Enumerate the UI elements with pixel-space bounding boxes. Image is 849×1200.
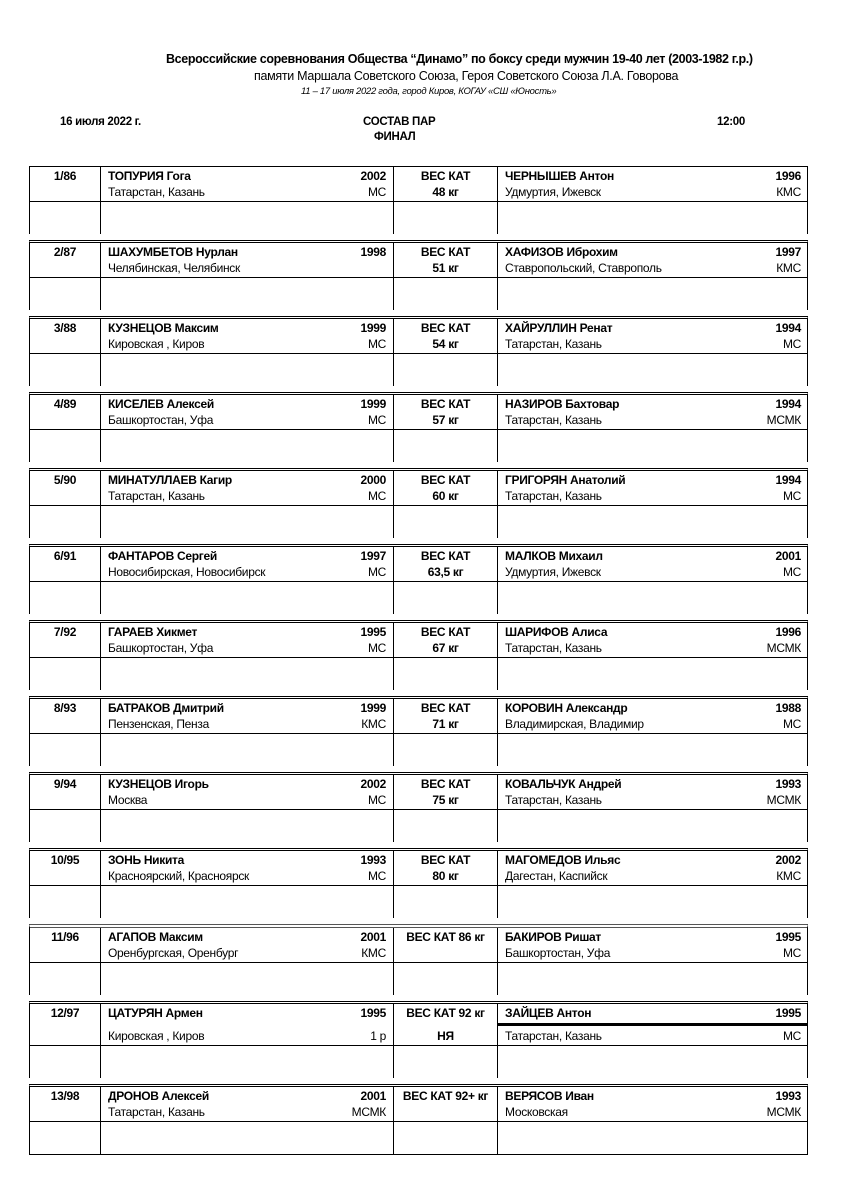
weight-category: ВЕС КАТ	[420, 701, 471, 715]
red-corner-cell	[101, 547, 394, 614]
red-boxer-region: Новосибирская, Новосибирск	[108, 565, 266, 579]
competition-subtitle: памяти Маршала Советского Союза, Героя Советского Союза Л.А. Говорова	[254, 69, 679, 83]
bout-number-cell	[30, 851, 101, 918]
red-boxer-region: Башкортостан, Уфа	[108, 641, 214, 655]
weight-cell	[394, 395, 498, 462]
blue-boxer-name: ШАРИФОВ Алиса	[505, 625, 608, 639]
red-boxer-name: ДРОНОВ Алексей	[108, 1089, 209, 1103]
weight-category: ВЕС КАТ	[420, 853, 471, 867]
red-boxer-name: ТОПУРИЯ Гога	[108, 169, 191, 183]
weight-cell	[394, 699, 498, 766]
red-corner-cell	[101, 243, 394, 310]
red-boxer-rank: 1 р	[370, 1029, 386, 1043]
weight-cell	[394, 851, 498, 918]
red-boxer-year: 1999	[360, 321, 386, 335]
weight-value: НЯ	[437, 1029, 454, 1043]
red-boxer-rank: КМС	[361, 717, 386, 731]
blue-boxer-year: 1996	[775, 625, 801, 639]
blue-corner-cell	[498, 1004, 808, 1078]
bout-number-cell	[30, 395, 101, 462]
blue-boxer-rank: МС	[782, 1029, 801, 1043]
blue-boxer-name: КОРОВИН Александр	[505, 701, 628, 715]
name-underline	[498, 1023, 808, 1026]
red-boxer-rank: МС	[367, 337, 386, 351]
red-boxer-year: 1998	[360, 245, 386, 259]
bout-number: 5/90	[53, 473, 77, 487]
weight-category: ВЕС КАТ	[420, 625, 471, 639]
bout-number: 7/92	[53, 625, 77, 639]
bout-number-cell	[30, 167, 101, 234]
weight-value: 54 кг	[432, 337, 459, 351]
weight-value: 80 кг	[432, 869, 459, 883]
blue-corner-cell	[498, 775, 808, 842]
bout-row	[29, 924, 808, 995]
weight-cell	[394, 547, 498, 614]
red-boxer-name: ЦАТУРЯН Армен	[108, 1006, 203, 1020]
bout-number: 4/89	[53, 397, 77, 411]
bout-number: 13/98	[50, 1089, 80, 1103]
red-corner-cell	[101, 699, 394, 766]
bout-row	[29, 392, 808, 462]
bout-number: 12/97	[50, 1006, 80, 1020]
blue-boxer-year: 1988	[775, 701, 801, 715]
red-boxer-year: 1999	[360, 397, 386, 411]
red-boxer-year: 1999	[360, 701, 386, 715]
red-boxer-region: Татарстан, Казань	[108, 1105, 205, 1119]
weight-cell	[394, 775, 498, 842]
red-boxer-name: КИСЕЛЕВ Алексей	[108, 397, 214, 411]
weight-category: ВЕС КАТ	[420, 245, 471, 259]
blue-boxer-region: Татарстан, Казань	[505, 641, 602, 655]
bout-date: 16 июля 2022 г.	[60, 116, 141, 128]
bout-number: 9/94	[53, 777, 77, 791]
red-boxer-year: 2001	[360, 1089, 386, 1103]
bout-row	[29, 468, 808, 538]
bouts-table	[29, 166, 808, 1155]
red-boxer-rank: МС	[367, 641, 386, 655]
blue-boxer-region: Башкортостан, Уфа	[505, 946, 611, 960]
blue-boxer-name: ХАЙРУЛЛИН Ренат	[505, 321, 613, 335]
weight-value: 48 кг	[432, 185, 459, 199]
bout-number-cell	[30, 243, 101, 310]
blue-corner-cell	[498, 1087, 808, 1154]
blue-boxer-year: 1995	[775, 930, 801, 944]
blue-boxer-region: Татарстан, Казань	[505, 489, 602, 503]
bout-time: 12:00	[717, 116, 745, 128]
weight-value: 60 кг	[432, 489, 459, 503]
weight-category: ВЕС КАТ	[420, 777, 471, 791]
blue-boxer-rank: МСМК	[766, 793, 801, 807]
blue-boxer-rank: МС	[782, 337, 801, 351]
blue-boxer-region: Татарстан, Казань	[505, 413, 602, 427]
weight-category: ВЕС КАТ	[420, 169, 471, 183]
blue-boxer-year: 1996	[775, 169, 801, 183]
weight-value: 71 кг	[432, 717, 459, 731]
bout-number-cell	[30, 319, 101, 386]
weight-value: 63,5 кг	[427, 565, 464, 579]
blue-boxer-rank: КМС	[776, 869, 801, 883]
red-corner-cell	[101, 395, 394, 462]
red-boxer-rank: МС	[367, 869, 386, 883]
blue-boxer-year: 2002	[775, 853, 801, 867]
red-boxer-year: 1997	[360, 549, 386, 563]
red-boxer-year: 1995	[360, 625, 386, 639]
weight-cell	[394, 167, 498, 234]
blue-corner-cell	[498, 851, 808, 918]
red-boxer-rank: МС	[367, 565, 386, 579]
bout-number-cell	[30, 547, 101, 614]
red-boxer-year: 2000	[360, 473, 386, 487]
blue-boxer-region: Татарстан, Казань	[505, 337, 602, 351]
red-boxer-name: ФАНТАРОВ Сергей	[108, 549, 217, 563]
blue-boxer-name: ЧЕРНЫШЕВ Антон	[505, 169, 614, 183]
bout-number: 3/88	[53, 321, 77, 335]
blue-boxer-rank: МСМК	[766, 1105, 801, 1119]
red-boxer-rank: МС	[367, 185, 386, 199]
blue-boxer-year: 2001	[775, 549, 801, 563]
blue-corner-cell	[498, 395, 808, 462]
blue-boxer-region: Ставропольский, Ставрополь	[505, 261, 662, 275]
red-boxer-name: КУЗНЕЦОВ Максим	[108, 321, 219, 335]
blue-corner-cell	[498, 167, 808, 234]
blue-boxer-region: Удмуртия, Ижевск	[505, 185, 601, 199]
red-boxer-region: Красноярский, Красноярск	[108, 869, 249, 883]
blue-boxer-rank: КМС	[776, 185, 801, 199]
weight-cell	[394, 623, 498, 690]
red-corner-cell	[101, 167, 394, 234]
red-boxer-year: 1995	[360, 1006, 386, 1020]
bout-row	[29, 240, 808, 310]
red-boxer-region: Татарстан, Казань	[108, 489, 205, 503]
bout-number: 11/96	[51, 930, 79, 944]
red-boxer-rank: КМС	[361, 946, 386, 960]
red-boxer-year: 2002	[360, 169, 386, 183]
stage-label: ФИНАЛ	[374, 131, 416, 143]
bout-number-cell	[30, 623, 101, 690]
competition-title: Всероссийские соревнования Общества “Динамо” по боксу среди мужчин 19-40 лет (2003-1982 г.р.)	[166, 52, 753, 66]
blue-boxer-name: ГРИГОРЯН Анатолий	[505, 473, 626, 487]
red-boxer-name: ГАРАЕВ Хикмет	[108, 625, 198, 639]
red-boxer-name: КУЗНЕЦОВ Игорь	[108, 777, 209, 791]
bout-number-cell	[30, 1004, 101, 1078]
blue-boxer-region: Татарстан, Казань	[505, 793, 602, 807]
blue-boxer-year: 1994	[775, 397, 801, 411]
blue-boxer-rank: МС	[782, 565, 801, 579]
bout-number-cell	[30, 699, 101, 766]
red-boxer-year: 2001	[360, 930, 386, 944]
bout-number: 6/91	[53, 549, 77, 563]
bout-number: 1/86	[53, 169, 77, 183]
blue-boxer-year: 1993	[775, 777, 801, 791]
bout-row	[29, 620, 808, 690]
red-boxer-rank: МС	[367, 793, 386, 807]
weight-cell	[394, 319, 498, 386]
blue-boxer-name: МАЛКОВ Михаил	[505, 549, 603, 563]
weight-category: ВЕС КАТ 86 кг	[406, 930, 485, 944]
red-boxer-name: ЗОНЬ Никита	[108, 853, 184, 867]
bout-row	[29, 848, 808, 918]
blue-boxer-region: Татарстан, Казань	[505, 1029, 602, 1043]
red-corner-cell	[101, 471, 394, 538]
bout-row	[29, 1084, 808, 1155]
blue-corner-cell	[498, 547, 808, 614]
bout-number: 2/87	[53, 245, 77, 259]
bout-row	[29, 166, 808, 234]
red-boxer-region: Татарстан, Казань	[108, 185, 205, 199]
blue-boxer-rank: МС	[782, 946, 801, 960]
weight-cell	[394, 928, 498, 995]
blue-boxer-year: 1994	[775, 321, 801, 335]
bout-number-cell	[30, 928, 101, 995]
weight-value: 57 кг	[432, 413, 459, 427]
bout-row	[29, 1001, 808, 1078]
blue-corner-cell	[498, 243, 808, 310]
blue-boxer-name: КОВАЛЬЧУК Андрей	[505, 777, 622, 791]
blue-corner-cell	[498, 699, 808, 766]
blue-boxer-rank: МСМК	[766, 641, 801, 655]
weight-category: ВЕС КАТ	[420, 549, 471, 563]
bout-number-cell	[30, 1087, 101, 1154]
blue-boxer-year: 1993	[775, 1089, 801, 1103]
red-boxer-name: БАТРАКОВ Дмитрий	[108, 701, 224, 715]
weight-category: ВЕС КАТ 92+ кг	[402, 1089, 489, 1103]
red-boxer-rank: МСМК	[351, 1105, 386, 1119]
blue-boxer-name: БАКИРОВ Ришат	[505, 930, 601, 944]
red-boxer-region: Москва	[108, 793, 148, 807]
red-corner-cell	[101, 775, 394, 842]
blue-boxer-region: Владимирская, Владимир	[505, 717, 644, 731]
blue-corner-cell	[498, 319, 808, 386]
red-boxer-name: АГАПОВ Максим	[108, 930, 203, 944]
red-boxer-name: ШАХУМБЕТОВ Нурлан	[108, 245, 238, 259]
weight-cell	[394, 243, 498, 310]
bout-number: 10/95	[50, 853, 80, 867]
red-boxer-region: Челябинская, Челябинск	[108, 261, 240, 275]
bout-row	[29, 544, 808, 614]
blue-boxer-name: МАГОМЕДОВ Ильяс	[505, 853, 621, 867]
weight-cell	[394, 1087, 498, 1154]
red-corner-cell	[101, 928, 394, 995]
blue-boxer-year: 1997	[775, 245, 801, 259]
blue-boxer-name: ЗАЙЦЕВ Антон	[505, 1006, 592, 1020]
red-corner-cell	[101, 1087, 394, 1154]
blue-boxer-name: ХАФИЗОВ Иброхим	[505, 245, 618, 259]
weight-value: 67 кг	[432, 641, 459, 655]
bout-row	[29, 316, 808, 386]
blue-boxer-name: НАЗИРОВ Бахтовар	[505, 397, 620, 411]
blue-corner-cell	[498, 623, 808, 690]
red-boxer-rank: МС	[367, 413, 386, 427]
blue-boxer-year: 1995	[775, 1006, 801, 1020]
bout-row	[29, 772, 808, 842]
red-corner-cell	[101, 851, 394, 918]
red-boxer-region: Оренбургская, Оренбург	[108, 946, 239, 960]
red-boxer-rank: МС	[367, 489, 386, 503]
weight-cell	[394, 471, 498, 538]
red-boxer-name: МИНАТУЛЛАЕВ Кагир	[108, 473, 232, 487]
weight-cell	[394, 1004, 498, 1078]
red-boxer-year: 2002	[360, 777, 386, 791]
red-corner-cell	[101, 1004, 394, 1078]
blue-boxer-name: ВЕРЯСОВ Иван	[505, 1089, 594, 1103]
red-corner-cell	[101, 319, 394, 386]
weight-category: ВЕС КАТ	[420, 397, 471, 411]
bout-row	[29, 696, 808, 766]
red-boxer-region: Башкортостан, Уфа	[108, 413, 214, 427]
blue-corner-cell	[498, 928, 808, 995]
red-corner-cell	[101, 623, 394, 690]
blue-boxer-rank: МС	[782, 489, 801, 503]
red-boxer-year: 1993	[360, 853, 386, 867]
weight-category: ВЕС КАТ 92 кг	[406, 1006, 485, 1020]
weight-value: 51 кг	[432, 261, 459, 275]
bout-number-cell	[30, 471, 101, 538]
bout-number: 8/93	[53, 701, 77, 715]
blue-boxer-region: Московская	[505, 1105, 568, 1119]
competition-venue: 11 – 17 июля 2022 года, город Киров, КОГАУ «СШ «Юность»	[301, 86, 557, 97]
blue-boxer-rank: КМС	[776, 261, 801, 275]
blue-boxer-year: 1994	[775, 473, 801, 487]
red-boxer-region: Кировская , Киров	[108, 337, 205, 351]
red-boxer-region: Кировская , Киров	[108, 1029, 205, 1043]
blue-boxer-region: Удмуртия, Ижевск	[505, 565, 601, 579]
weight-value: 75 кг	[432, 793, 459, 807]
blue-boxer-rank: МС	[782, 717, 801, 731]
doc-title: СОСТАВ ПАР	[363, 116, 436, 128]
blue-boxer-region: Дагестан, Каспийск	[505, 869, 608, 883]
blue-boxer-rank: МСМК	[766, 413, 801, 427]
weight-category: ВЕС КАТ	[420, 321, 471, 335]
blue-corner-cell	[498, 471, 808, 538]
bout-number-cell	[30, 775, 101, 842]
weight-category: ВЕС КАТ	[420, 473, 471, 487]
red-boxer-region: Пензенская, Пенза	[108, 717, 209, 731]
